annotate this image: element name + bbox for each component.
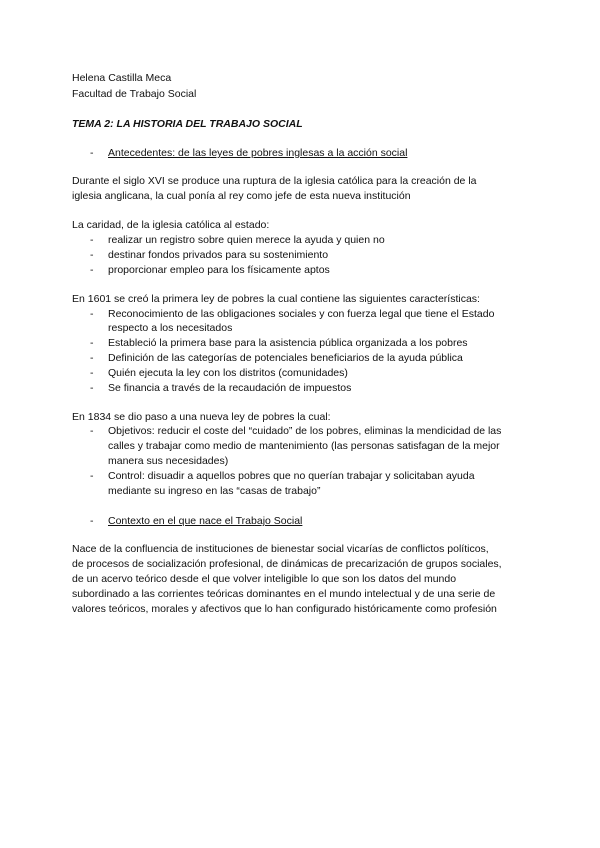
section-heading-contexto: Contexto en el que nace el Trabajo Social — [108, 515, 303, 527]
bullet-marker: - — [90, 308, 94, 320]
caridad-intro: La caridad, de la iglesia católica al estado: — [72, 219, 270, 231]
bullet-marker: - — [90, 470, 94, 482]
list-item: Definición de las categorías de potenciales beneficiarios de la ayuda pública — [108, 352, 463, 364]
paragraph-line: subordinado a las corrientes teóricas dominantes en el mundo intelectual y de una serie de — [72, 588, 496, 600]
document-title: TEMA 2: LA HISTORIA DEL TRABAJO SOCIAL — [72, 118, 303, 130]
list-item-continuation: calles y trabajar como medio de mantenimiento (las personas satisfagan de la mejor — [108, 440, 500, 452]
list-item: destinar fondos privados para su sostenimiento — [108, 249, 329, 261]
bullet-marker: - — [90, 352, 94, 364]
paragraph-line: de procesos de socialización profesional, de dinámicas de precarización de grupos sociales, — [72, 558, 502, 570]
list-item: proporcionar empleo para los físicamente aptos — [108, 264, 330, 276]
list-item-continuation: manera sus necesidades) — [108, 455, 229, 467]
faculty-name: Facultad de Trabajo Social — [72, 88, 197, 100]
paragraph-line: iglesia anglicana, la cual ponía al rey como jefe de esta nueva institución — [72, 190, 411, 202]
bullet-marker: - — [90, 249, 94, 261]
list-item-continuation: mediante su ingreso en las “casas de trabajo” — [108, 485, 321, 497]
ley1601-intro: En 1601 se creó la primera ley de pobres la cual contiene las siguientes características: — [72, 293, 480, 305]
paragraph-line: Durante el siglo XVI se produce una ruptura de la iglesia católica para la creación de la — [72, 175, 477, 187]
bullet-marker: - — [90, 425, 94, 437]
list-item: Estableció la primera base para la asistencia pública organizada a los pobres — [108, 337, 468, 349]
bullet-marker: - — [90, 264, 94, 276]
list-item: realizar un registro sobre quien merece la ayuda y quien no — [108, 234, 385, 246]
bullet-marker: - — [90, 382, 94, 394]
paragraph-line: de un acervo teórico desde el que volver inteligible lo que son los datos del mundo — [72, 573, 457, 585]
list-item: Control: disuadir a aquellos pobres que no querían trabajar y solicitaban ayuda — [108, 470, 475, 482]
ley1834-intro: En 1834 se dio paso a una nueva ley de pobres la cual: — [72, 411, 331, 423]
paragraph-line: Nace de la confluencia de instituciones de bienestar social vicarías de conflictos políticos, — [72, 543, 489, 555]
list-item: Reconocimiento de las obligaciones sociales y con fuerza legal que tiene el Estado — [108, 308, 495, 320]
bullet-marker: - — [90, 367, 94, 379]
list-item-continuation: respecto a los necesitados — [108, 322, 233, 334]
bullet-marker: - — [90, 337, 94, 349]
section-heading-antecedentes: Antecedentes: de las leyes de pobres inglesas a la acción social — [108, 147, 408, 159]
bullet-marker: - — [90, 147, 94, 159]
bullet-marker: - — [90, 234, 94, 246]
bullet-marker: - — [90, 515, 94, 527]
list-item: Quién ejecuta la ley con los distritos (comunidades) — [108, 367, 348, 379]
paragraph-line: valores teóricos, morales y afectivos que lo han configurado históricamente como profesión — [72, 603, 497, 615]
author-name: Helena Castilla Meca — [72, 72, 172, 84]
list-item: Objetivos: reducir el coste del “cuidado” de los pobres, eliminas la mendicidad de las — [108, 425, 502, 437]
list-item: Se financia a través de la recaudación de impuestos — [108, 382, 352, 394]
